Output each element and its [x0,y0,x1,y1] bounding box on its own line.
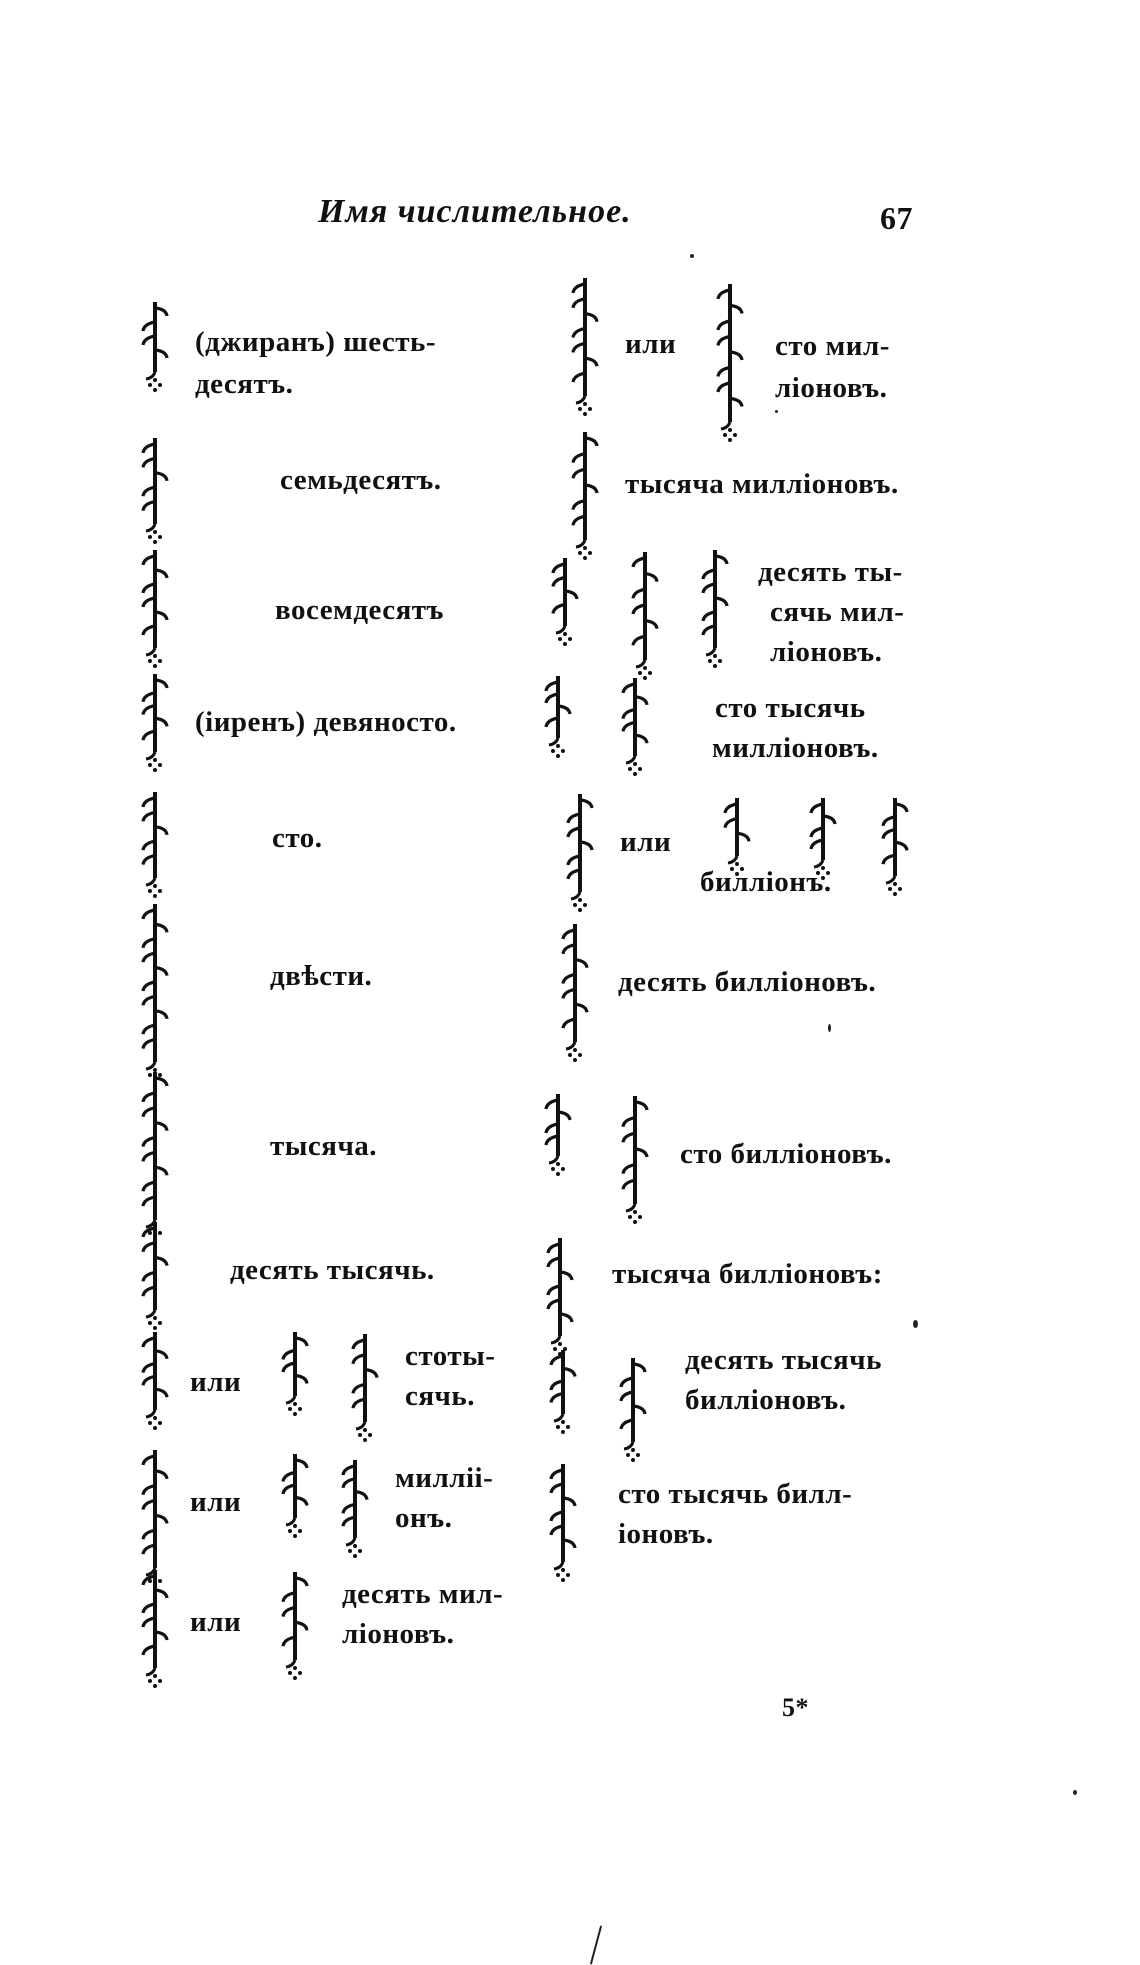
mongolian-word [550,556,580,648]
mongolian-word [140,1568,170,1690]
mongolian-word [140,436,170,546]
mongolian-script-glyph [715,282,745,444]
mongolian-script-glyph [140,300,170,394]
entry-text: iоновъ. [618,1518,714,1550]
entry-text: десять тысячь [685,1344,882,1376]
scan-speck [690,254,694,258]
page-number: 67 [880,200,913,236]
mongolian-script-glyph [350,1332,380,1444]
entry-text: милліоновъ. [712,732,879,764]
mongolian-word [543,1092,573,1178]
mongolian-script-glyph [140,672,170,774]
entry-text: лiоновъ. [342,1618,455,1650]
scan-speck [913,1320,918,1328]
mongolian-word [560,922,590,1064]
entry-text: десятъ. [195,368,294,400]
entry-text: лiоновъ. [770,636,883,668]
mongolian-script-glyph [140,548,170,670]
mongolian-script-glyph [140,1330,170,1432]
signature-mark: 5* [782,1693,809,1722]
scan-speck [828,1024,831,1032]
entry-text: десять ты- [758,556,903,588]
mongolian-word [140,672,170,774]
mongolian-script-glyph [620,676,650,778]
entry-text: сто билліоновъ. [680,1138,892,1170]
entry-text: восемдесятъ [275,594,444,626]
entry-text: десять тысячь. [230,1254,435,1286]
mongolian-script-glyph [700,548,730,670]
entry-text: сячь мил- [770,596,905,628]
mongolian-word [140,300,170,394]
entry-text: тысяча. [270,1130,378,1162]
mongolian-script-glyph [545,1236,575,1358]
entry-text: сто тысячь билл- [618,1478,853,1510]
mongolian-word [570,276,600,418]
mongolian-script-glyph [548,1462,578,1584]
entry-text: билліоновъ. [685,1384,847,1416]
mongolian-word [548,1348,578,1436]
mongolian-word [715,282,745,444]
mongolian-script-glyph [880,796,910,898]
entry-text: онъ. [395,1502,453,1534]
mongolian-word [140,790,170,900]
mongolian-script-glyph [140,902,170,1084]
mongolian-script-glyph [565,792,595,914]
entry-text: стоты- [405,1340,496,1372]
mongolian-script-glyph [560,922,590,1064]
page-title: Имя числительное. [318,193,632,230]
entry-prefix: или [190,1486,242,1518]
entry-prefix: или [620,826,672,858]
mongolian-word [280,1570,310,1682]
mongolian-word [280,1452,310,1540]
entry-prefix: или [625,328,677,360]
mongolian-script-glyph [140,436,170,546]
entry-text: двѣсти. [270,960,373,992]
mongolian-word [630,550,660,682]
mongolian-word [280,1330,310,1418]
mongolian-script-glyph [570,430,600,562]
mongolian-script-glyph [280,1452,310,1540]
entry-text: сто мил- [775,330,890,362]
mongolian-script-glyph [543,1092,573,1178]
mongolian-script-glyph [340,1458,370,1560]
mongolian-script-glyph [543,674,573,760]
mongolian-word [618,1356,648,1464]
mongolian-script-glyph [280,1330,310,1418]
mongolian-word [543,674,573,760]
mongolian-word [565,792,595,914]
mongolian-script-glyph [280,1570,310,1682]
entry-text: милліі- [395,1462,494,1494]
mongolian-word [620,1094,650,1226]
mongolian-script-glyph [550,556,580,648]
mongolian-script-glyph [620,1094,650,1226]
entry-text: десять мил- [342,1578,504,1610]
mongolian-word [548,1462,578,1584]
mongolian-word [340,1458,370,1560]
entry-text: лiоновъ. [775,372,888,404]
entry-text: (джиранъ) шесть- [195,326,437,358]
scan-speck [1073,1790,1077,1795]
mongolian-script-glyph [548,1348,578,1436]
mongolian-word [350,1332,380,1444]
mongolian-word [545,1236,575,1358]
scan-speck [775,410,778,413]
entry-text: тысяча милліоновъ. [625,468,899,500]
mongolian-word [140,1220,170,1332]
entry-prefix: или [190,1606,242,1638]
mongolian-word [140,1330,170,1432]
mongolian-script-glyph [618,1356,648,1464]
mongolian-script-glyph [570,276,600,418]
entry-text: семьдесятъ. [280,464,442,496]
entry-prefix: или [190,1366,242,1398]
entry-text: (іиренъ) девяносто. [195,706,457,738]
mongolian-word [140,548,170,670]
mongolian-word [140,902,170,1084]
entry-text: сто. [272,822,323,854]
entry-text: десять билліоновъ. [618,966,877,998]
entry-text: сто тысячь [715,692,866,724]
mongolian-script-glyph [140,1070,170,1242]
mongolian-word [700,548,730,670]
mongolian-word [620,676,650,778]
mongolian-script-glyph [140,1220,170,1332]
mongolian-word [880,796,910,898]
mongolian-word [570,430,600,562]
mongolian-script-glyph [140,790,170,900]
entry-text: билліонъ. [700,866,832,898]
mongolian-script-glyph [140,1568,170,1690]
mongolian-script-glyph [630,550,660,682]
entry-text: сячь. [405,1380,476,1412]
scan-speck [590,1925,602,1964]
mongolian-word [140,1070,170,1242]
entry-text: тысяча билліоновъ: [612,1258,883,1290]
